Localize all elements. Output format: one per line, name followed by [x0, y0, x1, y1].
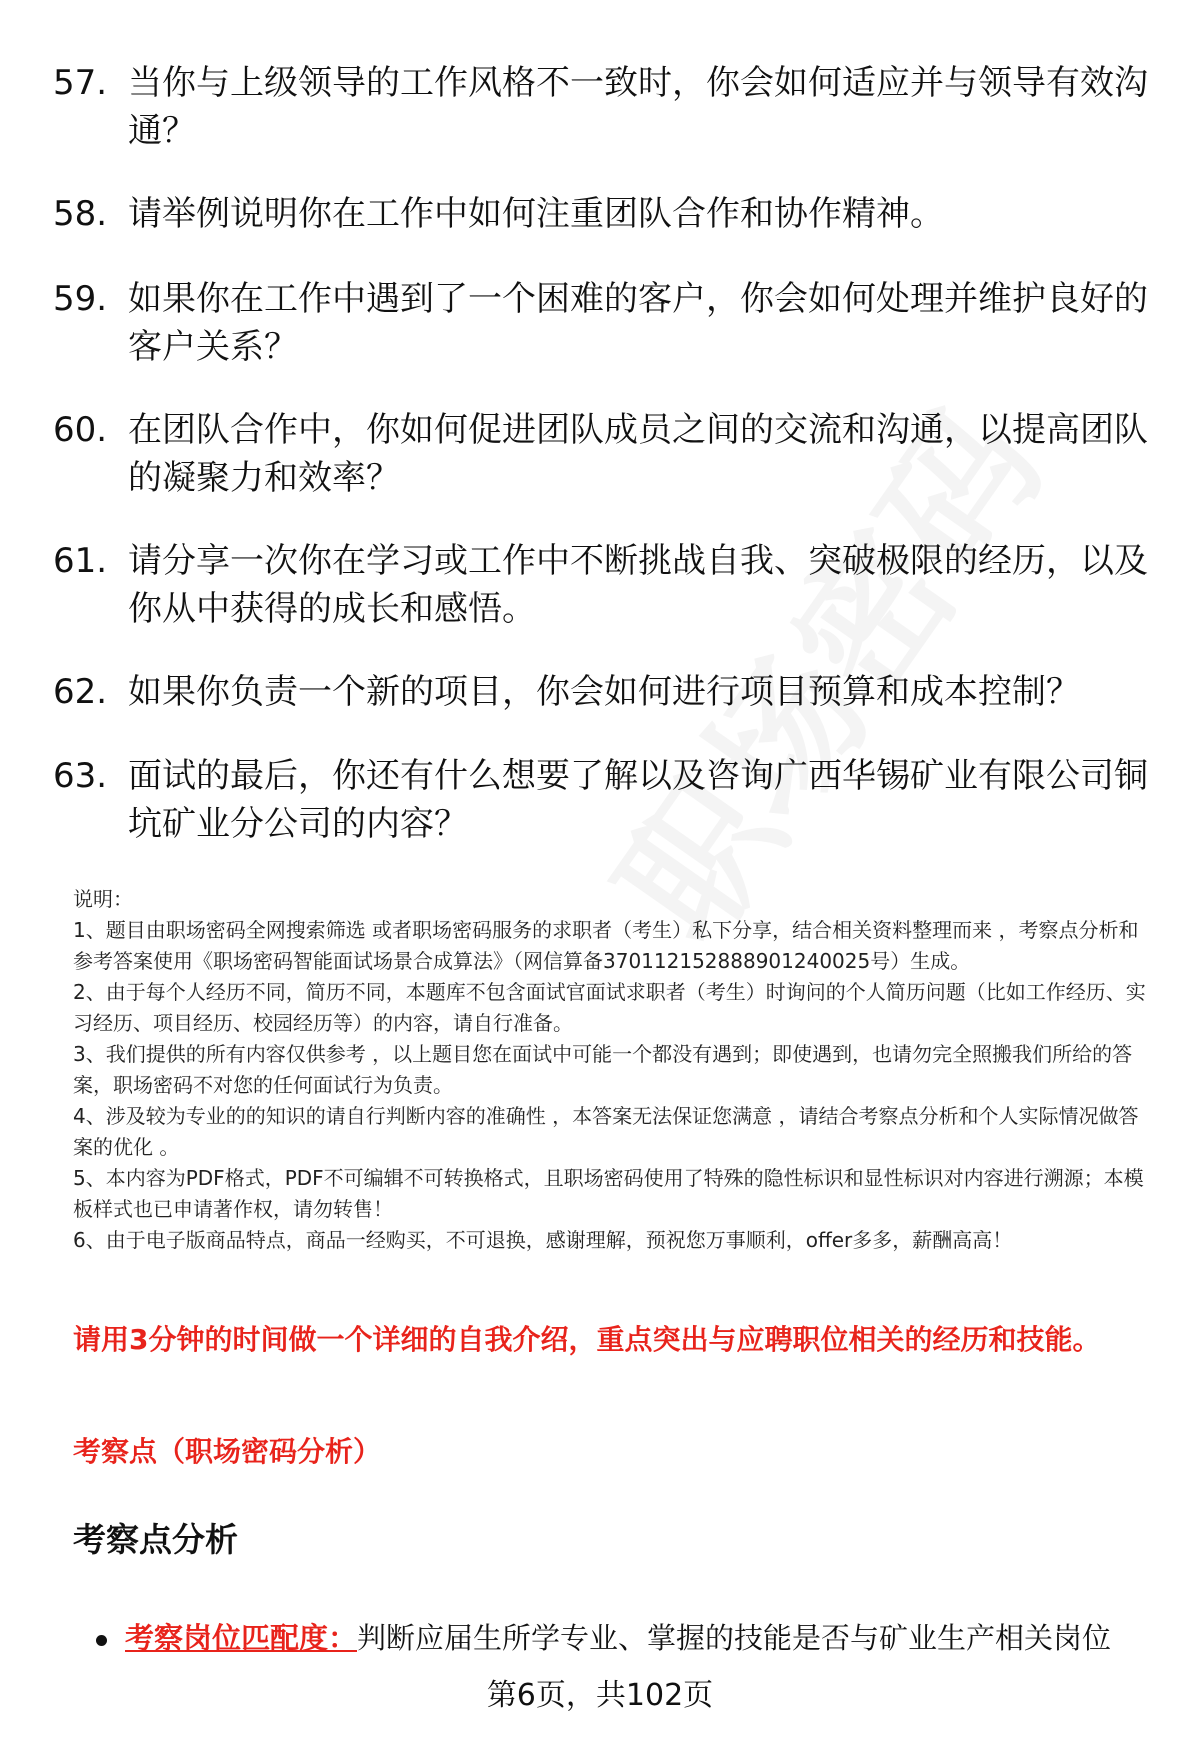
question-number: 59.	[53, 279, 108, 319]
question-58	[53, 190, 1153, 238]
page-footer: 第6页，共102页	[486, 1678, 714, 1713]
question-63	[53, 752, 1153, 848]
bullet-label: 考察岗位匹配度：	[125, 1621, 358, 1655]
bullet-dot-icon	[96, 1635, 107, 1646]
notes-section	[73, 884, 1153, 1256]
question-number: 62.	[53, 672, 108, 712]
question-text: 如果你在工作中遇到了一个困难的客户，你会如何处理并维护良好的客户关系？	[128, 279, 1148, 367]
bullet-text: 判断应届生所学专业、掌握的技能是否与矿业生产相关岗位	[357, 1621, 1112, 1655]
analysis-heading: 考察点分析	[73, 1520, 238, 1559]
question-number: 58.	[53, 194, 108, 234]
question-text: 请分享一次你在学习或工作中不断挑战自我、突破极限的经历，以及你从中获得的成长和感悟。	[128, 541, 1148, 629]
note-item: 4、涉及较为专业的的知识的请自行判断内容的准确性 ，本答案无法保证您满意 ，请结合考察点分析和个人实际情况做答案的优化 。	[73, 1104, 1139, 1159]
question-62	[53, 668, 1153, 716]
question-text: 当你与上级领导的工作风格不一致时，你会如何适应并与领导有效沟通？	[128, 63, 1148, 151]
question-61	[53, 537, 1153, 633]
question-number: 61.	[53, 541, 108, 581]
question-number: 63.	[53, 756, 108, 796]
kaochadian-heading: 考察点（职场密码分析）	[73, 1435, 382, 1468]
note-item: 6、由于电子版商品特点，商品一经购买，不可退换，感谢理解，预祝您万事顺利，offer多多，薪酬高高！	[73, 1228, 1013, 1252]
question-59	[53, 275, 1153, 371]
question-text: 面试的最后，你还有什么想要了解以及咨询广西华锡矿业有限公司铜坑矿业分公司的内容？	[128, 756, 1148, 844]
note-item: 1、题目由职场密码全网搜索筛选 或者职场密码服务的求职者（考生）私下分享，结合相关资料整理而来 ，考察点分析和参考答案使用《职场密码智能面试场景合成算法》（网信算备370112152888901240025号）生成。	[73, 918, 1139, 973]
question-text: 如果你负责一个新的项目，你会如何进行项目预算和成本控制？	[128, 672, 1080, 712]
question-text: 请举例说明你在工作中如何注重团队合作和协作精神。	[128, 194, 944, 234]
note-item: 3、我们提供的所有内容仅供参考 ，以上题目您在面试中可能一个都没有遇到；即使遇到，也请勿完全照搬我们所给的答案，职场密码不对您的任何面试行为负责。	[73, 1042, 1133, 1097]
question-heading: 请用3分钟的时间做一个详细的自我介绍，重点突出与应聘职位相关的经历和技能。	[73, 1323, 1101, 1356]
note-item: 5、本内容为PDF格式，PDF不可编辑不可转换格式，且职场密码使用了特殊的隐性标识和显性标识对内容进行溯源；本模板样式也已申请著作权，请勿转售！	[73, 1166, 1144, 1221]
question-60	[53, 406, 1153, 502]
analysis-bullet	[96, 1618, 1156, 1658]
question-text: 在团队合作中，你如何促进团队成员之间的交流和沟通，以提高团队的凝聚力和效率？	[128, 410, 1148, 498]
question-number: 57.	[53, 63, 108, 103]
notes-title: 说明：	[73, 887, 133, 911]
question-number: 60.	[53, 410, 108, 450]
question-57	[53, 59, 1153, 155]
note-item: 2、由于每个人经历不同，简历不同，本题库不包含面试官面试求职者（考生）时询问的个人简历问题（比如工作经历、实习经历、项目经历、校园经历等）的内容，请自行准备。	[73, 980, 1146, 1035]
